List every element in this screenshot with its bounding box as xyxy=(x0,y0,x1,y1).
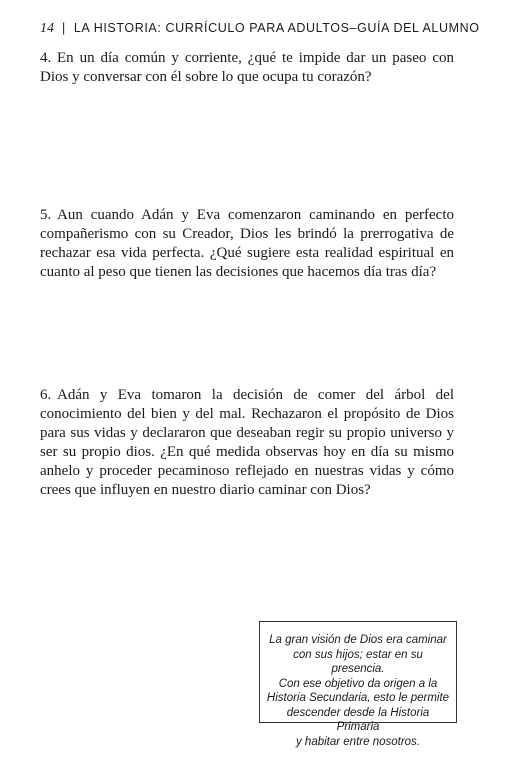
callout-line: con sus hijos; estar en su presencia. xyxy=(293,648,423,675)
question-4 xyxy=(40,49,454,87)
book-title: LA HISTORIA: CURRÍCULO PARA ADULTOS–GUÍA DEL ALUMNO xyxy=(73,21,480,35)
question-text: En un día común y corriente, ¿qué te impide dar un paseo con Dios y conversar con él sobre lo que ocupa tu corazón? xyxy=(40,50,454,85)
question-number: 6. xyxy=(40,387,52,403)
callout-line: La gran visión de Dios era caminar xyxy=(269,634,447,646)
question-text: Aun cuando Adán y Eva comenzaron caminando en perfecto compañerismo con su Creador, Dios les brindó la prerrogativa de rechazar esa vida perfecta. ¿Qué sugiere esta realidad espiritual en cuanto al peso que tienen las decisiones que hacemos día tras día? xyxy=(40,207,454,280)
question-number: 5. xyxy=(40,207,52,223)
question-number: 4. xyxy=(40,50,52,66)
question-5 xyxy=(40,206,454,282)
callout-line: Con ese objetivo da origen a la xyxy=(278,677,438,690)
header-separator: | xyxy=(62,21,66,35)
callout-box xyxy=(259,621,457,748)
question-6 xyxy=(40,386,454,500)
callout-line: y habitar entre nosotros. xyxy=(295,735,420,748)
page-number: 14 xyxy=(40,21,54,36)
question-text: Adán y Eva tomaron la decisión de comer del árbol del conocimiento del bien y del mal. Rechazaron el propósito de Dios para sus vidas y declararon que deseaban regir su propio universo y ser su propio dios. ¿En qué medida observas hoy en día su mismo anhelo y proceder pecaminoso reflejado en nuestras vidas y cómo crees que influyen en nuestro diario caminar con Dios? xyxy=(40,387,454,498)
running-header xyxy=(40,21,480,37)
callout-line: Historia Secundaria, esto le permite xyxy=(266,692,450,704)
callout-line: descender desde la Historia Primaria xyxy=(286,706,430,733)
